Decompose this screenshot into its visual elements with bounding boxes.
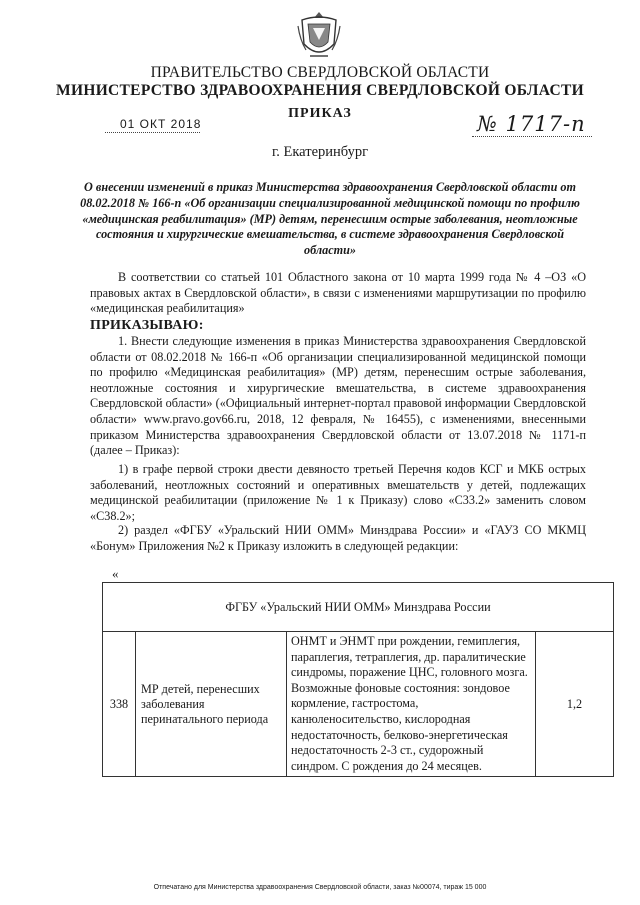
order-number: № 1717-п bbox=[477, 112, 586, 136]
coat-of-arms-emblem bbox=[296, 10, 342, 62]
order-title: О внесении изменений в приказ Министерства здравоохранения Свердловской области от 08.02.2018 № 166-п «Об организации специализированной медицинской помощи по профилю «медицинская реабилитация» (МР) детям, перенесшим острые заболевания, неотложные состояния и хирургические вмешательства, в системе здравоохранения Свердловской области» bbox=[80, 180, 580, 258]
city: г. Екатеринбург bbox=[271, 144, 369, 160]
row-number-cell: 338 bbox=[103, 632, 136, 777]
print-footer: Отпечатано для Министерства здравоохранения Свердловской области, заказ №00074, тираж 15 000 bbox=[153, 884, 487, 891]
subitem-2-paragraph: 2) раздел «ФГБУ «Уральский НИИ ОММ» Минздрава России» и «ГАУЗ СО МКМЦ «Бонум» Приложения №2 к Приказу изложить в следующей редакции: bbox=[90, 523, 586, 553]
annex-table bbox=[102, 582, 614, 777]
org-header-cell: ФГБУ «Уральский НИИ ОММ» Минздрава России bbox=[103, 583, 614, 632]
row-coefficient-cell: 1,2 bbox=[536, 632, 614, 777]
number-underline bbox=[472, 136, 592, 137]
row-group-cell: МР детей, перенесших заболевания перинатального периода bbox=[136, 632, 287, 777]
item-1-paragraph: 1. Внести следующие изменения в приказ Министерства здравоохранения Свердловской области от 08.02.2018 № 166-п «Об организации специализированной медицинской помощи по профилю «Медицинская реабилитация» (МР) детям, перенесшим острые заболевания, неотложные состояния и хирургические вмешательства, в системе здравоохранения Свердловской области» («Официальный интернет-портал правовой информации Свердловской области» www.pravo.gov66.ru, 2018, 12 февраля, № 16455), с изменениями, внесенными приказом Министерства здравоохранения Свердловской области от 13.07.2018 № 1171-п (далее – Приказ): bbox=[90, 334, 586, 458]
subitem-1-paragraph: 1) в графе первой строки двести девяносто третьей Перечня кодов КСГ и МКБ острых заболеваний, неотложных состояний и оперативных вмешательств у детей, подлежащих медицинской реабилитации (приложение № 1 к Приказу) слово «С33.2» заменить словом «С38.2»; bbox=[90, 462, 586, 523]
date-underline bbox=[105, 132, 200, 133]
opening-quote: « bbox=[112, 566, 119, 581]
order-heading: ПРИКАЗ bbox=[288, 106, 352, 121]
ministry-heading: МИНИСТЕРСТВО ЗДРАВООХРАНЕНИЯ СВЕРДЛОВСКОЙ ОБЛАСТИ bbox=[56, 82, 584, 99]
order-date: 01 ОКТ 2018 bbox=[120, 117, 202, 131]
table-row bbox=[103, 632, 614, 777]
government-heading: ПРАВИТЕЛЬСТВО СВЕРДЛОВСКОЙ ОБЛАСТИ bbox=[150, 64, 490, 81]
intro-paragraph: В соответствии со статьей 101 Областного закона от 10 марта 1999 года № 4 –ОЗ «О правовых актах в Свердловской области», в связи с изменениями маршрутизации по профилю «медицинская реабилитация» bbox=[90, 270, 586, 316]
row-description-cell: ОНМТ и ЭНМТ при рождении, гемиплегия, параплегия, тетраплегия, др. паралитические синдромы, поражение ЦНС, головного мозга. Возможные фоновые состояния: зондовое кормление, гастростома, канюленосительство, кислородная недостаточность, белково-энергетическая недостаточность 2-3 ст., судорожный синдром. С рождения до 24 месяцев. bbox=[287, 632, 536, 777]
table-org-row bbox=[103, 583, 614, 632]
prikazyvayu-heading: ПРИКАЗЫВАЮ: bbox=[90, 318, 204, 333]
